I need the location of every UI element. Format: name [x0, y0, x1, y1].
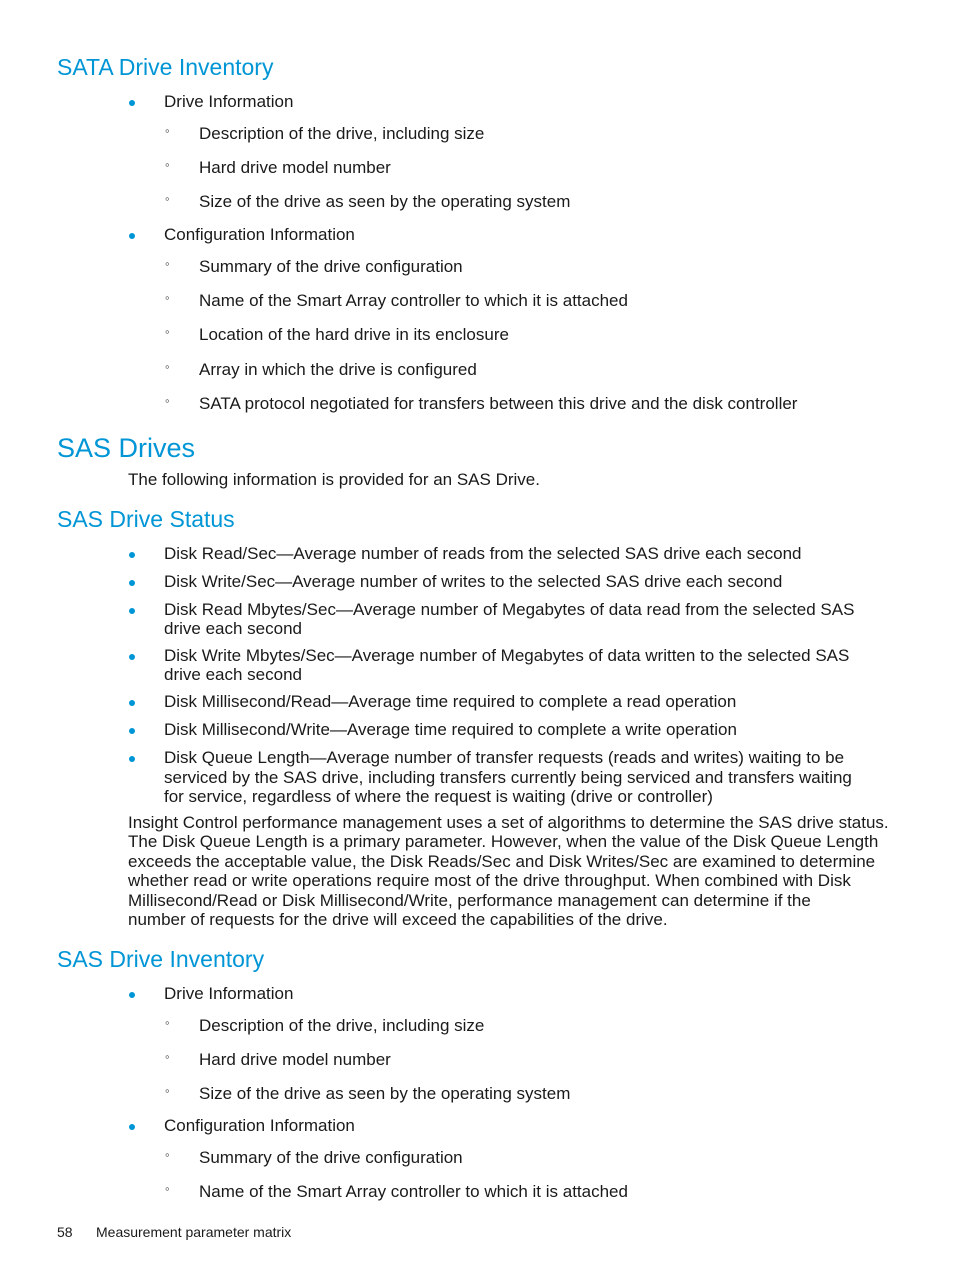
- sub-bullet-icon: ◦: [165, 324, 170, 339]
- sub-bullet-icon: ◦: [165, 1083, 170, 1098]
- sas-inventory-heading: SAS Drive Inventory: [57, 946, 265, 972]
- sata-config-label: Configuration Information: [164, 225, 355, 244]
- sub-bullet-icon: ◦: [165, 191, 170, 206]
- sata-config-item: Summary of the drive configuration: [199, 257, 463, 276]
- sas-status-item-cont: serviced by the SAS drive, including transfers currently being serviced and transfers waiting: [164, 768, 852, 787]
- sub-bullet-icon: ◦: [165, 290, 170, 305]
- sas-drive-info-item: Size of the drive as seen by the operating system: [199, 1084, 571, 1103]
- sub-bullet-icon: ◦: [165, 359, 170, 374]
- bullet-icon: [129, 728, 135, 734]
- bullet-icon: [129, 992, 135, 998]
- sas-status-paragraph-line: exceeds the acceptable value, the Disk Reads/Sec and Disk Writes/Sec are examined to determine: [128, 852, 876, 871]
- sas-config-item: Summary of the drive configuration: [199, 1148, 463, 1167]
- sata-config-item: SATA protocol negotiated for transfers between this drive and the disk controller: [199, 394, 798, 413]
- sata-drive-info-item: Size of the drive as seen by the operating system: [199, 192, 571, 211]
- sas-drives-intro: The following information is provided for an SAS Drive.: [128, 470, 540, 489]
- sas-status-item: Disk Write/Sec—Average number of writes to the selected SAS drive each second: [164, 572, 783, 591]
- bullet-icon: [129, 700, 135, 706]
- sas-status-paragraph-line: whether read or write operations require most of the drive throughput. When combined with Disk: [128, 871, 851, 890]
- sas-drive-info-label: Drive Information: [164, 984, 294, 1003]
- sas-config-item: Name of the Smart Array controller to which it is attached: [199, 1182, 628, 1201]
- bullet-icon: [129, 654, 135, 660]
- sas-status-paragraph-line: Millisecond/Read or Disk Millisecond/Write, performance management can determine if the: [128, 891, 811, 910]
- sas-status-paragraph-line: Insight Control performance management uses a set of algorithms to determine the SAS drive status.: [128, 813, 889, 832]
- bullet-icon: [129, 580, 135, 586]
- footer-section-title: Measurement parameter matrix: [96, 1224, 292, 1240]
- sub-bullet-icon: ◦: [165, 123, 170, 138]
- sub-bullet-icon: ◦: [165, 1181, 170, 1196]
- sub-bullet-icon: ◦: [165, 1049, 170, 1064]
- sub-bullet-icon: ◦: [165, 256, 170, 271]
- bullet-icon: [129, 100, 135, 106]
- sas-status-item-cont: drive each second: [164, 665, 302, 684]
- sas-drive-info-item: Description of the drive, including size: [199, 1016, 485, 1035]
- sub-bullet-icon: ◦: [165, 1015, 170, 1030]
- sata-drive-info-item: Hard drive model number: [199, 158, 391, 177]
- sas-status-item: Disk Millisecond/Read—Average time required to complete a read operation: [164, 692, 737, 711]
- sub-bullet-icon: ◦: [165, 1147, 170, 1162]
- sata-config-item: Array in which the drive is configured: [199, 360, 477, 379]
- sas-status-item: Disk Write Mbytes/Sec—Average number of Megabytes of data written to the selected SAS: [164, 646, 850, 665]
- sata-config-item: Location of the hard drive in its enclosure: [199, 325, 509, 344]
- sas-status-paragraph-line: number of requests for the drive will exceed the capabilities of the drive.: [128, 910, 668, 929]
- sub-bullet-icon: ◦: [165, 393, 170, 408]
- sas-status-paragraph-line: The Disk Queue Length is a primary parameter. However, when the value of the Disk Queue Length: [128, 832, 879, 851]
- sas-drives-heading: SAS Drives: [57, 433, 196, 463]
- sas-status-item: Disk Read Mbytes/Sec—Average number of Megabytes of data read from the selected SAS: [164, 600, 855, 619]
- sas-config-label: Configuration Information: [164, 1116, 355, 1135]
- sata-drive-info-item: Description of the drive, including size: [199, 124, 485, 143]
- bullet-icon: [129, 233, 135, 239]
- sub-bullet-icon: ◦: [165, 157, 170, 172]
- page-number: 58: [57, 1224, 73, 1240]
- sas-status-item: Disk Queue Length—Average number of transfer requests (reads and writes) waiting to be: [164, 748, 845, 767]
- sas-status-item-cont: drive each second: [164, 619, 302, 638]
- bullet-icon: [129, 552, 135, 558]
- sas-drive-info-item: Hard drive model number: [199, 1050, 391, 1069]
- sas-status-item: Disk Millisecond/Write—Average time required to complete a write operation: [164, 720, 737, 739]
- bullet-icon: [129, 1124, 135, 1130]
- sas-status-heading: SAS Drive Status: [57, 506, 235, 532]
- sata-drive-info-label: Drive Information: [164, 92, 294, 111]
- bullet-icon: [129, 756, 135, 762]
- sata-config-item: Name of the Smart Array controller to which it is attached: [199, 291, 628, 310]
- sata-inventory-heading: SATA Drive Inventory: [57, 54, 274, 80]
- bullet-icon: [129, 608, 135, 614]
- sas-status-item-cont: for service, regardless of where the request is waiting (drive or controller): [164, 787, 713, 806]
- sas-status-item: Disk Read/Sec—Average number of reads from the selected SAS drive each second: [164, 544, 802, 563]
